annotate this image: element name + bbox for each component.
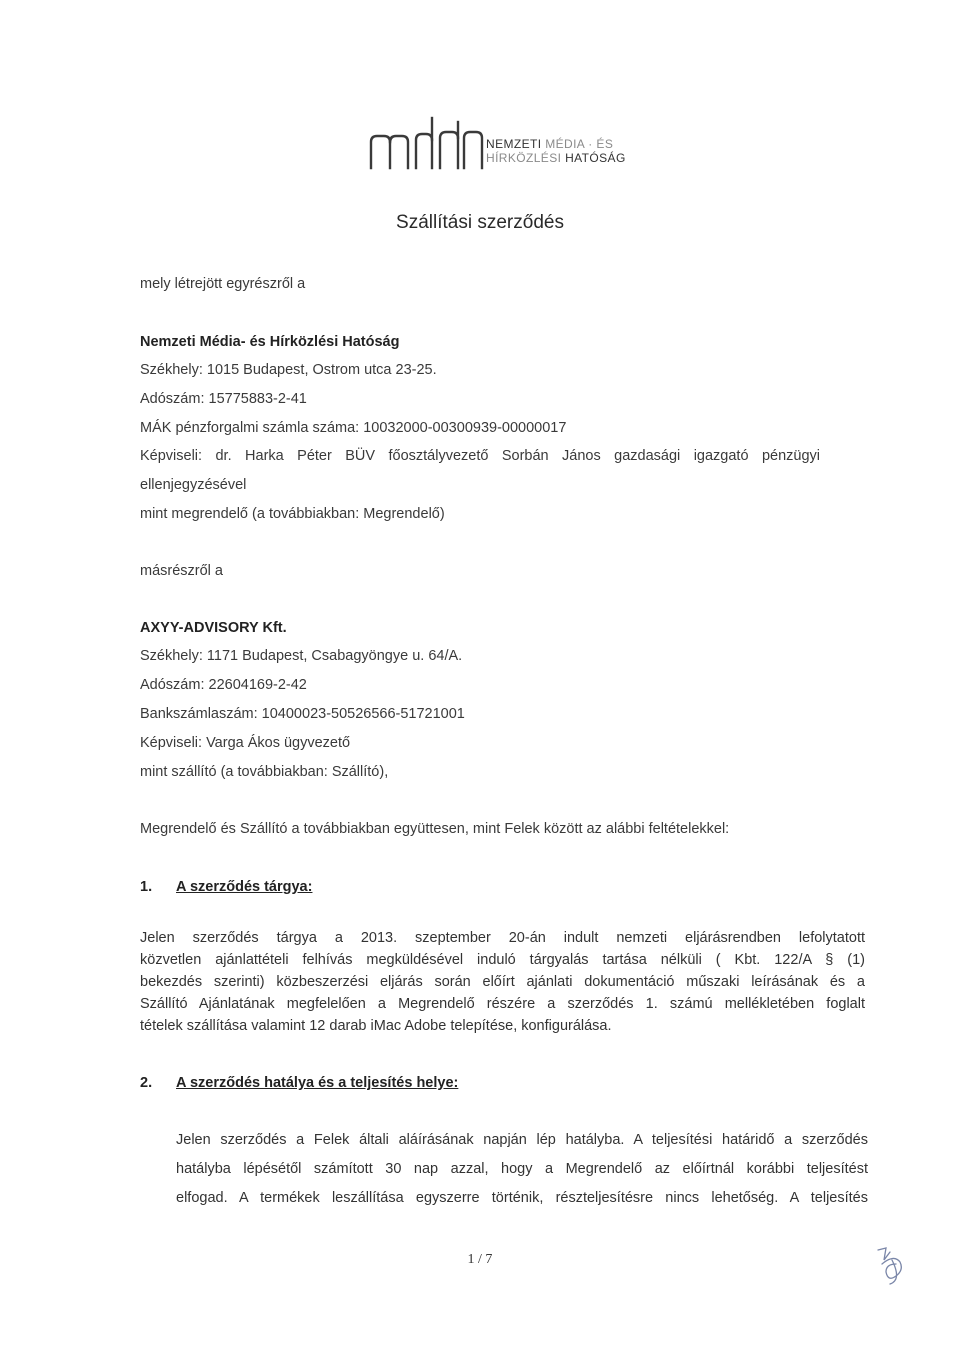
party1-tax: Adószám: 15775883-2-41 [140, 391, 307, 407]
party1-name: Nemzeti Média- és Hírközlési Hatóság [140, 334, 400, 350]
party2-bank: Bankszámlaszám: 10400023-50526566-51721001 [140, 706, 465, 722]
party1-representative: Képviseli: dr. Harka Péter BÜV főosztályvezető Sorbán János gazdasági igazgató pénzügyi [140, 448, 820, 464]
other-side-text: másrészről a [140, 563, 223, 579]
party2-representative: Képviseli: Varga Ákos ügyvezető [140, 735, 351, 751]
logo-word-nemzeti: NEMZETI [486, 137, 542, 151]
logo-word-hatosag: HATÓSÁG [565, 151, 626, 165]
section1-line: Szállító Ajánlatának megfelelően a Megrendelő részére a szerződés 1. számú mellékletében foglalt [140, 996, 865, 1012]
party1-seat: Székhely: 1015 Budapest, Ostrom utca 23-25. [140, 362, 437, 378]
section2-body [176, 1132, 868, 1219]
section1-number: 1. [140, 879, 153, 895]
joint-parties-text: Megrendelő és Szállító a továbbiakban együttesen, mint Felek között az alábbi feltételekkel: [140, 821, 730, 837]
party2-name: AXYY-ADVISORY Kft. [140, 620, 287, 636]
nmhh-logo-mark-icon [368, 116, 488, 170]
party2-role: mint szállító (a továbbiakban: Szállító), [140, 764, 389, 780]
section1-line: Jelen szerződés tárgya a 2013. szeptember 20-án indult nemzeti eljárásrendben lefolytatott [140, 930, 865, 946]
section1-heading [140, 879, 312, 895]
section2-line: Jelen szerződés a Felek általi aláírásának napján lép hatályba. A teljesítési határidő a szerződés [176, 1132, 868, 1148]
section1-body [140, 930, 865, 1040]
section1-line: bekezdés szerinti) közbeszerzési eljárás során előírt ajánlati dokumentáció műszaki leírásának és a [140, 974, 865, 990]
handwritten-initials-icon [872, 1240, 916, 1290]
section2-number: 2. [140, 1075, 153, 1091]
party2-tax: Adószám: 22604169-2-42 [140, 677, 307, 693]
section2-heading [140, 1075, 458, 1091]
party1-bank: MÁK pénzforgalmi számla száma: 10032000-00300939-00000017 [140, 420, 567, 436]
party2-seat: Székhely: 1171 Budapest, Csabagyöngye u. 64/A. [140, 648, 463, 664]
page-number: 1 / 7 [467, 1252, 493, 1267]
section2-line: hatályba lépésétől számított 30 nap azzal, hogy a Megrendelő az előírtnál korábbi teljesítést [176, 1161, 868, 1177]
section1-line: közvetlen ajánlattételi felhívás megküldésével induló tárgyalás tartása nélküli ( Kbt. 122/A § (1) [140, 952, 865, 968]
logo-word-hirkozlesi: HÍRKÖZLÉSI [486, 151, 562, 165]
section1-title: A szerződés tárgya: [176, 879, 313, 895]
section1-line: tételek szállítása valamint 12 darab iMac Adobe telepítése, konfigurálása. [140, 1018, 612, 1034]
document-title: Szállítási szerződés [396, 212, 564, 233]
party1-role: mint megrendelő (a továbbiakban: Megrendelő) [140, 506, 445, 522]
logo-wordmark [486, 137, 626, 165]
section2-title: A szerződés hatálya és a teljesítés helye: [176, 1075, 459, 1091]
party1-representative-cont: ellenjegyzésével [140, 477, 247, 493]
logo-word-media: MÉDIA · ÉS [545, 137, 614, 151]
intro-text: mely létrejött egyrészről a [140, 276, 306, 292]
section2-line: elfogad. A termékek leszállítása egyszerre történik, részteljesítésre nincs lehetőség. A teljesítés [176, 1190, 868, 1206]
nmhh-logo [368, 116, 638, 170]
